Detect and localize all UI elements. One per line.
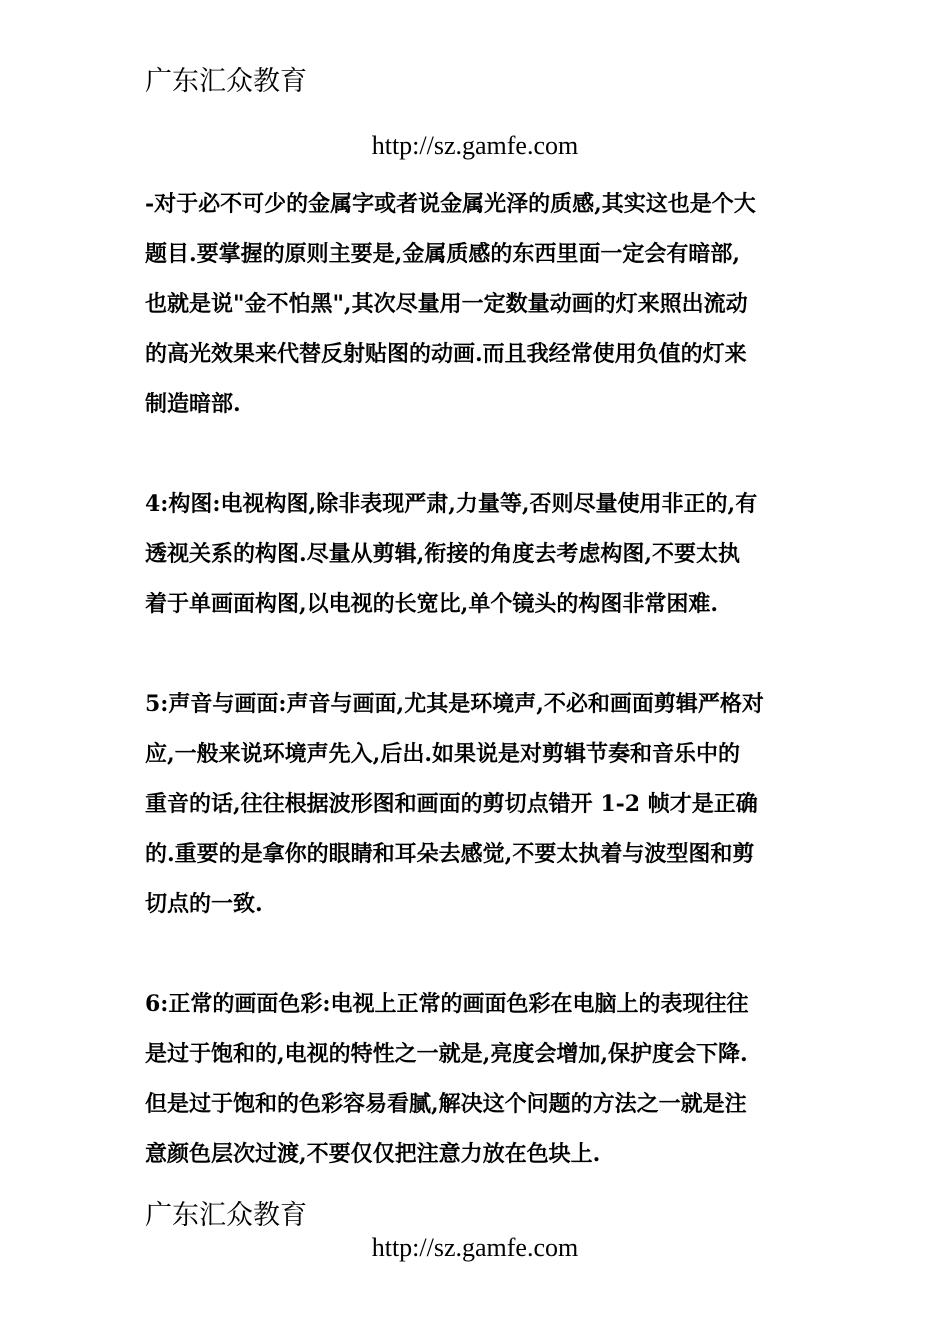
text-line: 着于单画面构图,以电视的长宽比,单个镜头的构图非常困难. bbox=[145, 591, 718, 617]
text-line: 但是过于饱和的色彩容易看腻,解决这个问题的方法之一就是注 bbox=[145, 1091, 747, 1117]
text-line: 意颜色层次过渡,不要仅仅把注意力放在色块上. bbox=[145, 1141, 601, 1167]
text-line: 是过于饱和的,电视的特性之一就是,亮度会增加,保护度会下降. bbox=[145, 1041, 748, 1067]
text-line: 也就是说"金不怕黑",其次尽量用一定数量动画的灯来照出流动 bbox=[145, 291, 748, 317]
text-line: 6:正常的画面色彩:电视上正常的画面色彩在电脑上的表现往往 bbox=[145, 991, 749, 1017]
document-body bbox=[145, 179, 810, 1179]
paragraph-sound-and-picture bbox=[145, 679, 810, 929]
text-line: 制造暗部. bbox=[145, 391, 241, 417]
paragraph-color bbox=[145, 979, 810, 1179]
text-line: 题目.要掌握的原则主要是,金属质感的东西里面一定会有暗部, bbox=[145, 241, 740, 267]
text-line: 透视关系的构图.尽量从剪辑,衔接的角度去考虑构图,不要太执 bbox=[145, 541, 740, 567]
text-line: 应,一般来说环境声先入,后出.如果说是对剪辑节奏和音乐中的 bbox=[145, 741, 740, 767]
text-line: 重音的话,往往根据波形图和画面的剪切点错开 1-2 帧才是正确 bbox=[145, 791, 758, 817]
paragraph-metal-texture bbox=[145, 179, 810, 429]
text-line: 的高光效果来代替反射贴图的动画.而且我经常使用负值的灯来 bbox=[145, 341, 747, 367]
header-org-name: 广东汇众教育 bbox=[145, 66, 307, 97]
paragraph-composition bbox=[145, 479, 810, 629]
text-line: 的.重要的是拿你的眼睛和耳朵去感觉,不要太执着与波型图和剪 bbox=[145, 841, 755, 867]
footer-org-name: 广东汇众教育 bbox=[145, 1200, 307, 1231]
text-line: -对于必不可少的金属字或者说金属光泽的质感,其实这也是个大 bbox=[145, 191, 756, 217]
header-url: http://sz.gamfe.com bbox=[371, 131, 579, 160]
text-line: 切点的一致. bbox=[145, 891, 263, 917]
text-line: 4:构图:电视构图,除非表现严肃,力量等,否则尽量使用非正的,有 bbox=[145, 491, 758, 517]
footer-url: http://sz.gamfe.com bbox=[371, 1233, 579, 1262]
text-line: 5:声音与画面:声音与画面,尤其是环境声,不必和画面剪辑严格对 bbox=[145, 691, 764, 717]
